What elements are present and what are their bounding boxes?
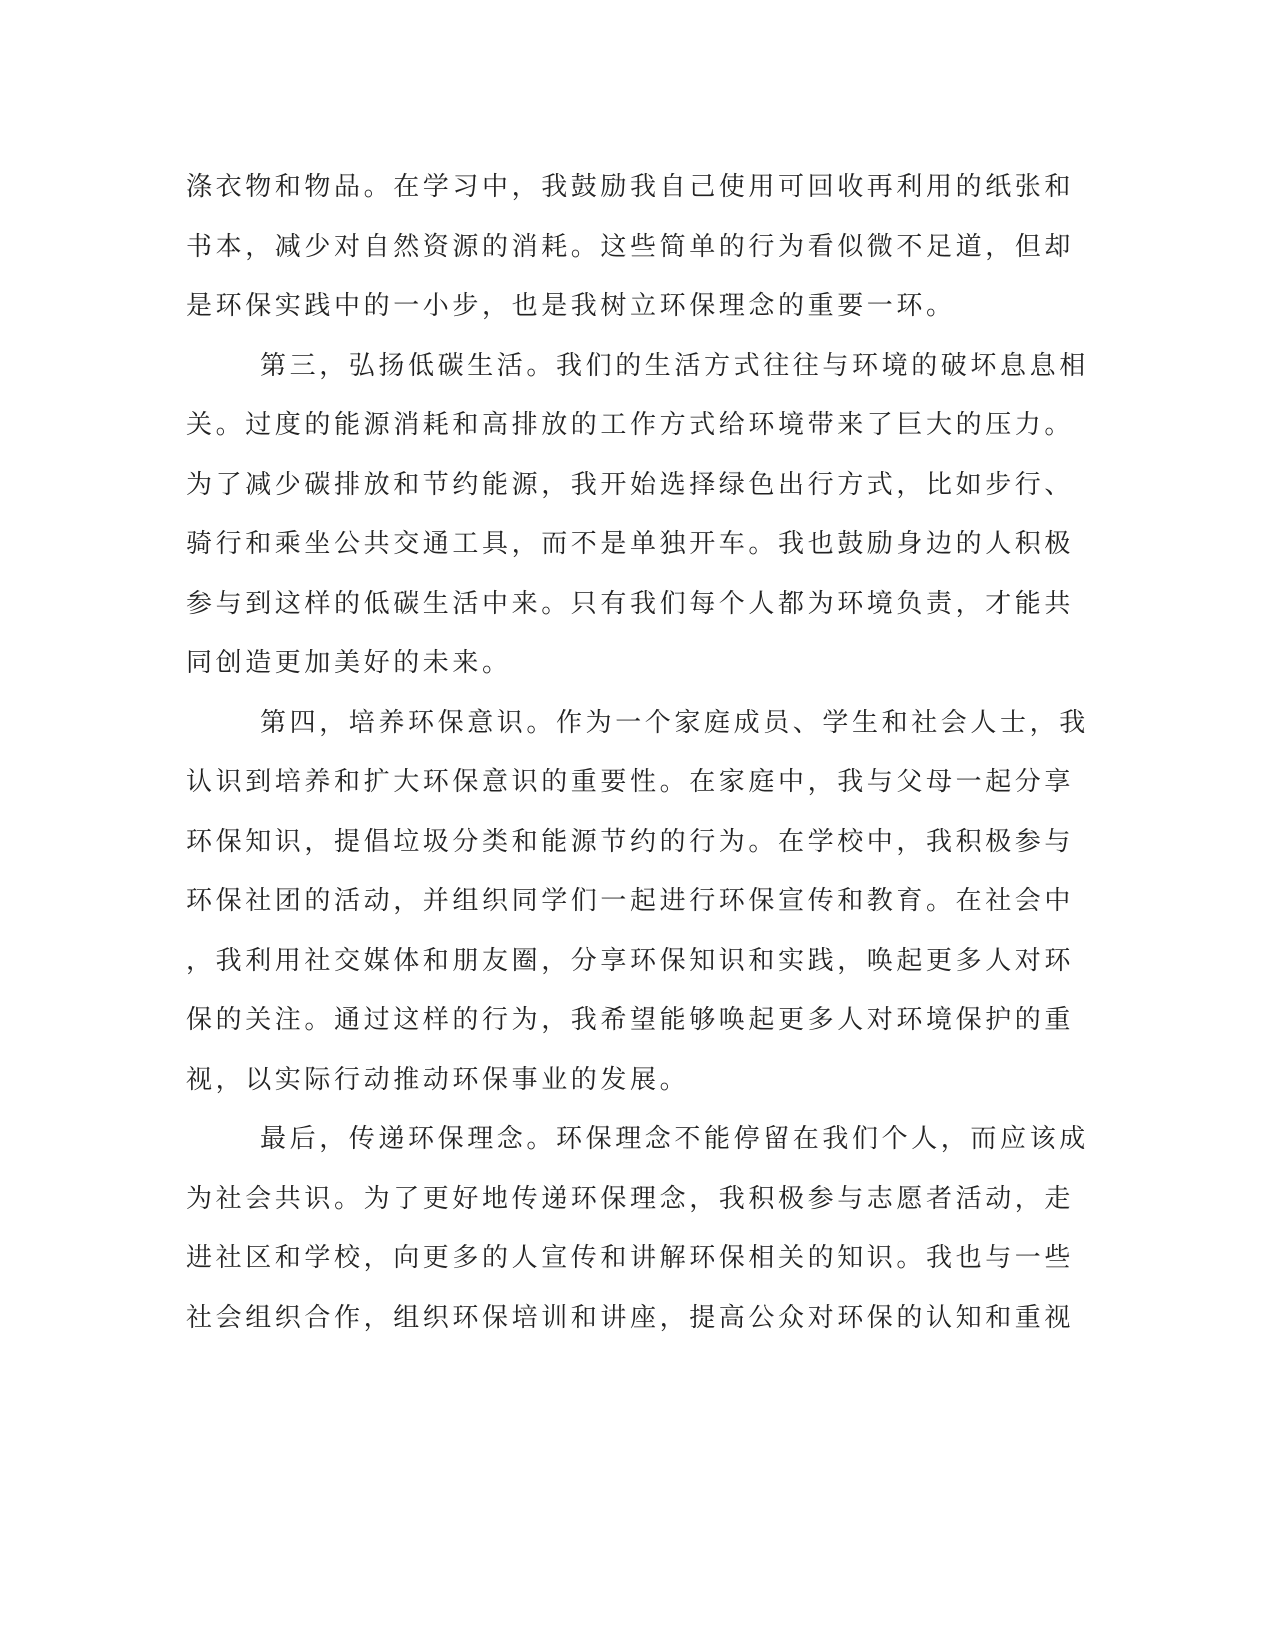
text-line: 关。过度的能源消耗和高排放的工作方式给环境带来了巨大的压力。 <box>186 410 1075 440</box>
text-line: 书本，减少对自然资源的消耗。这些简单的行为看似微不足道，但却 <box>186 231 1075 262</box>
text-line: 认识到培养和扩大环保意识的重要性。在家庭中，我与父母一起分享 <box>186 767 1075 797</box>
text-line: 为了减少碳排放和节约能源，我开始选择绿色出行方式，比如步行、 <box>186 469 1075 500</box>
body-text <box>186 158 1106 1348</box>
text-line: 是环保实践中的一小步，也是我树立环保理念的重要一环。 <box>186 291 956 321</box>
text-line: 环保知识，提倡垃圾分类和能源节约的行为。在学校中，我积极参与 <box>186 826 1075 857</box>
text-line: 参与到这样的低碳生活中来。只有我们每个人都为环境负责，才能共 <box>186 588 1075 619</box>
text-line: ，我利用社交媒体和朋友圈，分享环保知识和实践，唤起更多人对环 <box>186 945 1075 976</box>
text-line: 骑行和乘坐公共交通工具，而不是单独开车。我也鼓励身边的人积极 <box>186 529 1075 559</box>
paragraph-start-line: 最后，传递环保理念。环保理念不能停留在我们个人，而应该成 <box>260 1124 1089 1154</box>
text-line: 社会组织合作，组织环保培训和讲座，提高公众对环保的认知和重视 <box>186 1302 1075 1333</box>
text-line: 进社区和学校，向更多的人宣传和讲解环保相关的知识。我也与一些 <box>186 1243 1075 1273</box>
text-line: 保的关注。通过这样的行为，我希望能够唤起更多人对环境保护的重 <box>186 1005 1075 1035</box>
paragraph-start-line: 第四，培养环保意识。作为一个家庭成员、学生和社会人士，我 <box>260 707 1089 738</box>
text-line: 为社会共识。为了更好地传递环保理念，我积极参与志愿者活动，走 <box>186 1183 1075 1214</box>
text-line: 视，以实际行动推动环保事业的发展。 <box>186 1064 690 1095</box>
text-line: 同创造更加美好的未来。 <box>186 648 512 678</box>
text-line: 涤衣物和物品。在学习中，我鼓励我自己使用可回收再利用的纸张和 <box>186 172 1075 202</box>
paragraph-start-line: 第三，弘扬低碳生活。我们的生活方式往往与环境的破坏息息相 <box>260 350 1089 381</box>
text-line: 环保社团的活动，并组织同学们一起进行环保宣传和教育。在社会中 <box>186 886 1075 916</box>
